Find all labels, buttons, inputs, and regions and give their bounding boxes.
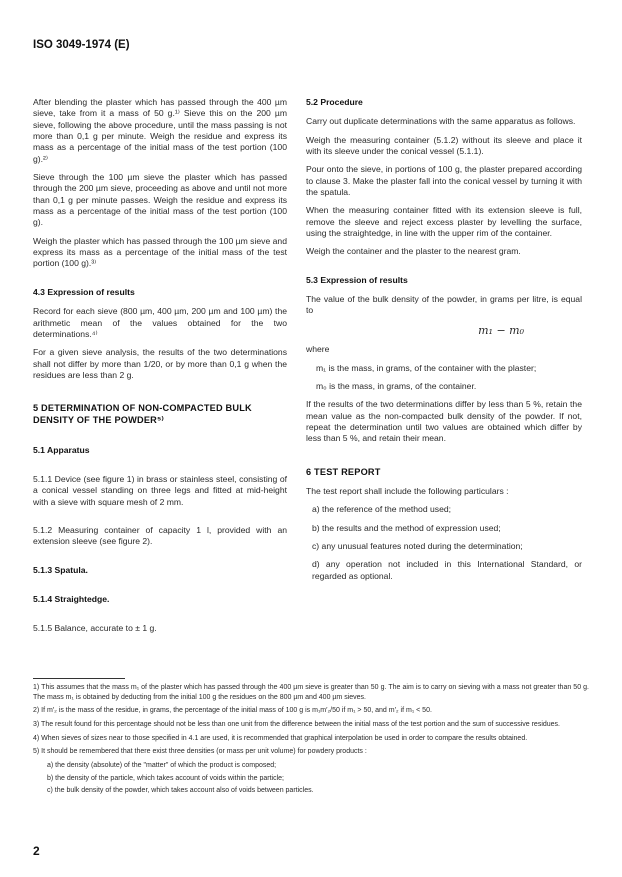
footnote-5: 5) It should be remembered that there exist three densities (or mass per unit volume) for powdery products : bbox=[33, 748, 367, 756]
particulars-list bbox=[306, 504, 582, 582]
paragraph: Record for each sieve (800 µm, 400 µm, 200 µm and 100 µm) the arithmetic mean of the values obtained for the two determinations.⁴⁾ bbox=[33, 306, 287, 339]
footnote-4: 4) When sieves of sizes near to those specified in 4.1 are used, it is recommended that graphical interpolation be used in order to compare the results obtained. bbox=[33, 734, 528, 742]
footnotes bbox=[33, 683, 589, 799]
paragraph: Sieve through the 100 µm sieve the plaster which has passed through the 200 µm sieve, proceeding as above and until not more than 0,1 g per minute passes. Weigh the residue and express its mass as a percentage of the initial mass of the test portion (100 g). bbox=[33, 172, 287, 228]
paragraph: If the results of the two determinations differ by less than 5 %, retain the mean value as the non-compacted bulk density of the powder. If not, repeat the determination until two values are obtained which differ by less than 5 %, and retain their mean. bbox=[306, 399, 582, 444]
paragraph: Carry out duplicate determinations with the same apparatus as follows. bbox=[306, 116, 576, 127]
paragraph: For a given sieve analysis, the results of the two determinations shall not differ by more than 1/20, or by more than 0,1 g when the residues are less than 2 g. bbox=[33, 347, 287, 380]
section-heading-5-2: 5.2 Procedure bbox=[306, 97, 363, 107]
paragraph: The test report shall include the following particulars : bbox=[306, 485, 509, 496]
right-column bbox=[306, 97, 582, 589]
formula: m₁ − m₀ bbox=[478, 323, 524, 337]
list-item: d) any operation not included in this International Standard, or regarded as optional. bbox=[312, 559, 582, 581]
section-heading-5-1-4: 5.1.4 Straightedge. bbox=[33, 593, 110, 604]
section-heading-5: 5 DETERMINATION OF NON-COMPACTED BULK DENSITY OF THE POWDER⁵⁾ bbox=[33, 403, 252, 426]
paragraph: Pour onto the sieve, in portions of 100 g, the plaster prepared according to clause 3. Make the plaster fall into the conical vessel by turning it with the spatula. bbox=[306, 164, 582, 198]
paragraph: Weigh the container and the plaster to the nearest gram. bbox=[306, 246, 521, 257]
where-label: where bbox=[306, 344, 330, 355]
section-heading-5-1: 5.1 Apparatus bbox=[33, 444, 90, 455]
footnote-5a: a) the density (absolute) of the "matter" of which the product is composed; bbox=[47, 761, 277, 769]
section-heading-6: 6 TEST REPORT bbox=[306, 466, 381, 477]
document-header: ISO 3049-1974 (E) bbox=[33, 39, 130, 51]
footnote-2: 2) If m′₂ is the mass of the residue, in grams, the percentage of the initial mass of 100 g is m₁m′₂/50 if m₁ > 50, and m′₂ if m₁ < 50. bbox=[33, 707, 432, 715]
footnote-1: 1) This assumes that the mass m₁ of the plaster which has passed through the 400 µm sieve is greater than 50 g. The aim is to carry on sieving with a mass not greater than 50 g. The mass m₁ is obtained by deducting from the initial 100 g the residues on the 800 µm and 400 µm sieves. bbox=[33, 684, 589, 701]
footnote-3: 3) The result found for this percentage should not be less than one unit from the difference between the initial mass of the test portion and the sum of successive residues. bbox=[33, 720, 560, 728]
section-heading-5-3: 5.3 Expression of results bbox=[306, 274, 408, 285]
list-item: c) any unusual features noted during the determination; bbox=[312, 540, 523, 551]
list-item: b) the results and the method of expression used; bbox=[312, 522, 501, 533]
paragraph: After blending the plaster which has passed through the 400 µm sieve, take from it a mass of 50 g.¹⁾ Sieve this on the 200 µm sieve, following the above procedure, until the mass passing is not more than 0,1 g per minute. Weigh the residue and express its mass as a percentage of the initial mass of the test portion (100 g).²⁾ bbox=[33, 97, 287, 164]
page-number: 2 bbox=[33, 844, 40, 858]
footnote-divider bbox=[33, 678, 125, 679]
paragraph-5-1-1: 5.1.1 Device (see figure 1) in brass or stainless steel, consisting of a conical vessel standing on three legs and fitted at mid-height with a sieve with square mesh of 2 mm. bbox=[33, 473, 287, 507]
footnote-5b: b) the density of the particle, which takes account of voids within the particle; bbox=[47, 774, 284, 782]
paragraph: The value of the bulk density of the powder, in grams per litre, is equal to bbox=[306, 294, 582, 316]
footnote-5c: c) the bulk density of the powder, which takes account also of voids between particles. bbox=[47, 787, 314, 795]
paragraph-5-1-2: 5.1.2 Measuring container of capacity 1 l, provided with an extension sleeve (see figure 2). bbox=[33, 524, 287, 547]
paragraph: When the measuring container fitted with its extension sleeve is full, remove the sleeve and reject excess plaster by levelling the surface, using the straightedge, in line with the upper rim of the container. bbox=[306, 205, 582, 239]
section-heading-5-1-3: 5.1.3 Spatula. bbox=[33, 564, 88, 575]
paragraph: Weigh the measuring container (5.1.2) without its sleeve and place it with its sleeve under the conical vessel (5.1.1). bbox=[306, 134, 582, 157]
paragraph: Weigh the plaster which has passed through the 100 µm sieve and express its mass as a percentage of the initial mass of the test portion (100 g).³⁾ bbox=[33, 235, 287, 269]
section-heading-4-3: 4.3 Expression of results bbox=[33, 286, 135, 297]
left-column bbox=[33, 97, 287, 642]
definition-m1: m₁ is the mass, in grams, of the container with the plaster; bbox=[316, 362, 537, 373]
list-item: a) the reference of the method used; bbox=[312, 504, 452, 515]
definition-m0: m₀ is the mass, in grams, of the container. bbox=[316, 381, 477, 392]
paragraph-5-1-5: 5.1.5 Balance, accurate to ± 1 g. bbox=[33, 623, 157, 634]
